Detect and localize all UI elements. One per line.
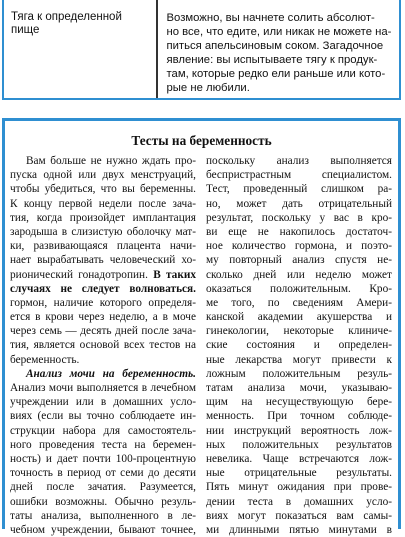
text-line: ме того, по сведениям Амери- <box>206 296 392 309</box>
text-line: тия, когда произойдет имплантация <box>10 211 196 224</box>
text-line: результат, поскольку у вас в кро- <box>206 211 392 224</box>
section-heading <box>10 367 196 381</box>
description-line: Возможно, вы начнете солить абсолют- <box>166 12 375 24</box>
text-line: ви еще не накопилось достаточ- <box>206 225 392 238</box>
text-line: Тест, проведенный слишком ра- <box>206 183 392 196</box>
text-line: тия, является основой всех тестов на <box>10 339 196 352</box>
symptom-name-cell <box>4 0 156 98</box>
text-line: ные отрицательные результаты. <box>206 467 392 480</box>
description-line: но все, что едите, или никак не можете на- <box>166 26 392 38</box>
bold-segment: случаях не следует волноваться. <box>10 282 196 295</box>
text-line: ется в крови через неделю, а в моче <box>10 311 196 324</box>
text-line: ность) и дает почти 100-процентную <box>10 452 196 465</box>
text-line: ного проведения теста на беремен- <box>10 438 196 451</box>
description-line: явление: вы испытываете тягу к продук- <box>166 54 378 66</box>
text-line: ские состояния и определен- <box>206 339 392 352</box>
text-line: чтобы убедиться, что вы беременны. <box>10 183 196 196</box>
text-line: ки, развивающаяся плацента начи- <box>10 240 196 253</box>
text-line: невелика. Чаще встречаются лож- <box>206 452 392 465</box>
text-line: ложным положительным резуль- <box>206 367 392 380</box>
bold-segment: В таких <box>153 268 196 281</box>
text-line: Вам больше не нужно ждать про- <box>26 155 196 167</box>
text-line: му повторный анализ спустя не- <box>206 254 392 267</box>
text-line: нии инструкций вероятность лож- <box>206 424 392 437</box>
text-line: зародыша в слизистую оболочку мат- <box>10 225 196 238</box>
text-line: точность в период от семи до десяти <box>10 467 196 480</box>
text-line-with-bold <box>10 282 196 296</box>
text-line: ми длинными пятью минутами в <box>206 523 392 536</box>
text-line: через семь — десять дней после зача- <box>10 325 196 338</box>
text-line: гинекологии, некоторые клиниче- <box>206 325 392 338</box>
text-line: чебном учреждении, бывают точнее, <box>10 523 196 536</box>
text-line: канской академии акушерства и <box>206 311 392 324</box>
description-line: питься апельсиновым соком. Загадочное <box>166 40 384 52</box>
text-line: ные лекарства могут привести к <box>206 353 392 366</box>
symptom-description-cell <box>158 0 400 98</box>
text-line: беременность. <box>10 353 80 366</box>
text-line: пуска одной или двух менструаций, <box>10 169 196 182</box>
text-line: поскольку анализ выполняется <box>206 155 392 167</box>
heading-text: Анализ мочи на беременность. <box>26 367 196 380</box>
article-left-column <box>10 154 196 537</box>
text-segment: рионический гонадотропин. <box>10 268 148 281</box>
text-line: татам анализа мочи, указываю- <box>206 382 392 394</box>
text-line: дении теста в домашних усло- <box>206 495 392 508</box>
text-line: виях могут показаться вам самы- <box>206 509 392 522</box>
text-line: беспристрастным специалистом. <box>206 169 392 182</box>
text-line: менность. При точном соблюде- <box>206 410 392 423</box>
text-line: нает вырабатывать человеческий хо- <box>10 254 196 267</box>
text-line: щим на несуществующую бере- <box>206 396 392 409</box>
text-line: Анализ мочи выполняется в лечебном <box>10 382 196 394</box>
text-line: виях (если вы точно соблюдаете ин- <box>10 410 196 423</box>
text-line: Пять минут ожидания при прове- <box>206 481 392 494</box>
text-line: оказаться положительным. Кро- <box>206 282 392 295</box>
symptom-table-row <box>2 0 401 100</box>
description-line: там, которые редко ели раньше или кото- <box>166 68 386 80</box>
text-line: дней после зачатия. Разумеется, <box>10 481 196 494</box>
text-line: ных положительных результатов <box>206 438 392 451</box>
article-title: Тесты на беременность <box>131 133 272 148</box>
text-line: таты анализа, выполненного в ле- <box>10 509 196 522</box>
text-line: гормон, наличие которого определя- <box>10 296 196 309</box>
description-line: рые не любили. <box>166 82 250 94</box>
symptom-name-line: пище <box>11 24 40 36</box>
symptom-name-line: Тяга к определенной <box>11 11 122 23</box>
text-line: учреждении или в домашних усло- <box>10 396 196 409</box>
article-box <box>2 118 401 536</box>
text-line: струкции набора для самостоятель- <box>10 424 196 437</box>
text-line: но, может дать отрицательный <box>206 197 392 210</box>
text-line: К концу первой недели после зача- <box>10 197 196 210</box>
text-line: сколько дней или неделю может <box>206 268 392 281</box>
text-line: ное количество гормона, и поэто- <box>206 240 392 253</box>
text-line: ошибки возможны. Обычно резуль- <box>10 495 196 508</box>
text-line-with-bold <box>10 268 196 282</box>
article-right-column <box>206 154 392 537</box>
